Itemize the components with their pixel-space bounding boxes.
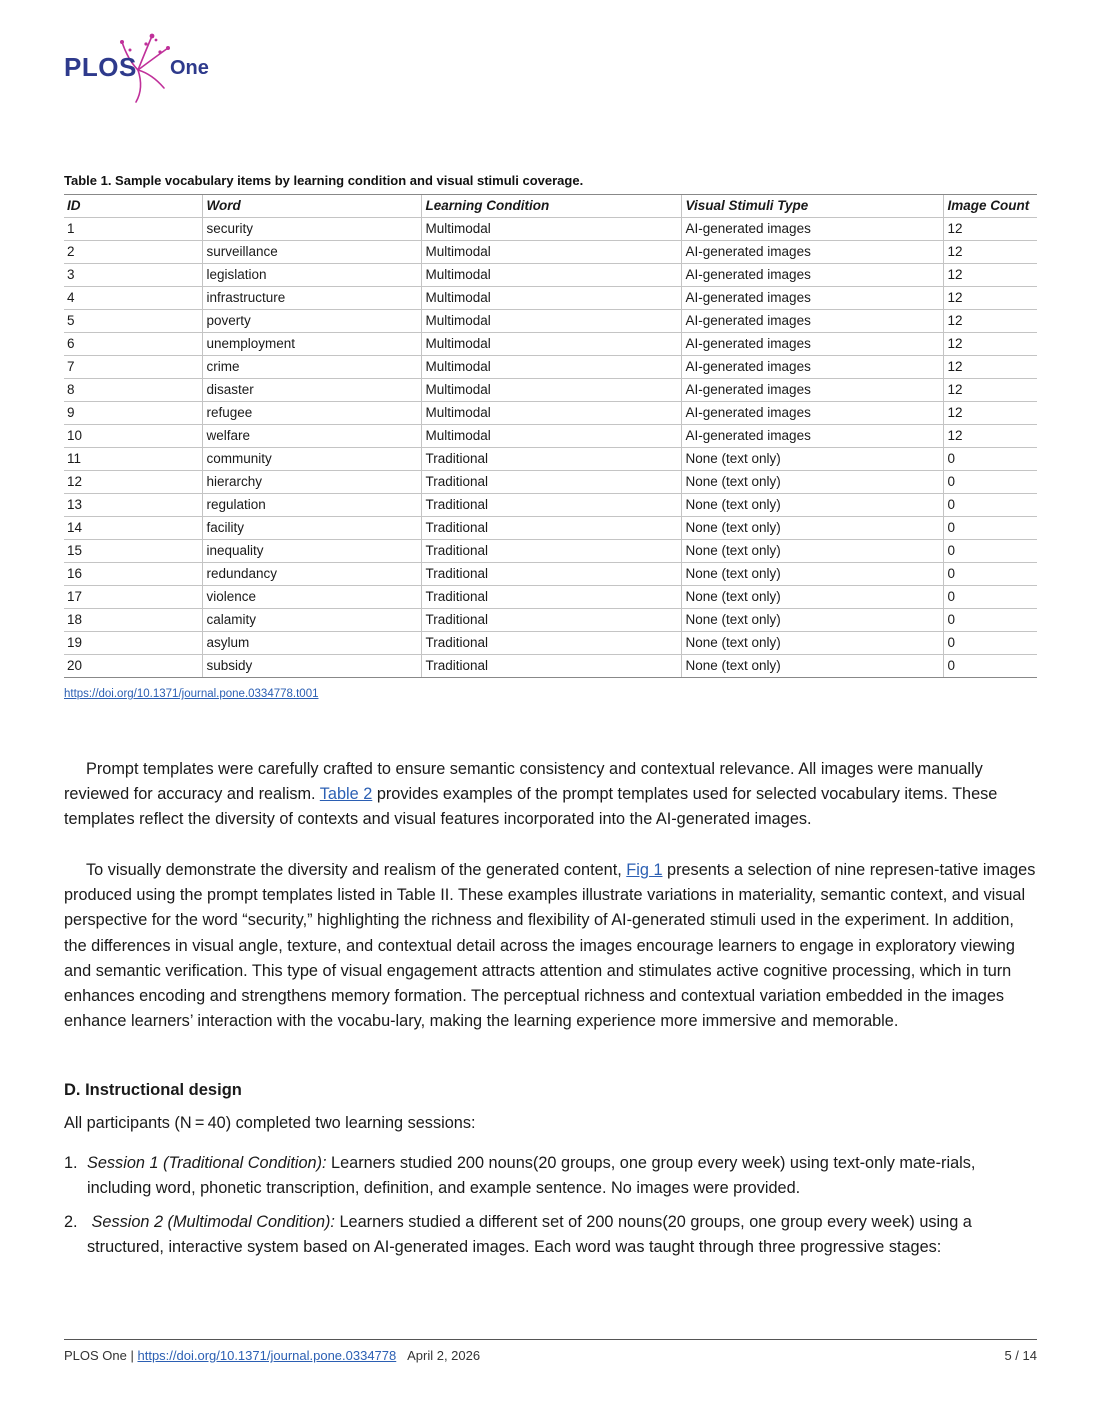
cell-visual-stimuli-type: None (text only): [681, 563, 943, 586]
cell-visual-stimuli-type: None (text only): [681, 448, 943, 471]
cell-visual-stimuli-type: AI-generated images: [681, 241, 943, 264]
table-row: [64, 632, 1037, 655]
table-row: [64, 471, 1037, 494]
cell-id: 1: [64, 218, 202, 241]
cell-learning-condition: Traditional: [421, 586, 681, 609]
cell-id: 8: [64, 379, 202, 402]
cell-learning-condition: Traditional: [421, 494, 681, 517]
cell-id: 20: [64, 655, 202, 678]
cell-image-count: 0: [943, 586, 1037, 609]
cell-id: 9: [64, 402, 202, 425]
cell-learning-condition: Traditional: [421, 448, 681, 471]
cell-word: community: [202, 448, 421, 471]
cell-word: regulation: [202, 494, 421, 517]
cell-image-count: 0: [943, 448, 1037, 471]
cell-image-count: 0: [943, 609, 1037, 632]
cell-visual-stimuli-type: AI-generated images: [681, 379, 943, 402]
cell-word: surveillance: [202, 241, 421, 264]
cell-word: poverty: [202, 310, 421, 333]
cell-id: 4: [64, 287, 202, 310]
cell-id: 10: [64, 425, 202, 448]
cell-image-count: 0: [943, 655, 1037, 678]
cell-image-count: 12: [943, 425, 1037, 448]
cell-visual-stimuli-type: AI-generated images: [681, 264, 943, 287]
table-row: [64, 425, 1037, 448]
table-header-row: [64, 195, 1037, 218]
header-learning-condition: Learning Condition: [421, 195, 681, 218]
table-row: [64, 655, 1037, 678]
list-item-text: Learners studied a different set of 200 nouns(20 groups, one group every week) using a structured, interactive system based on AI-generated images. Each word was taught through three progressive stages:: [87, 1213, 972, 1257]
cell-word: legislation: [202, 264, 421, 287]
cell-word: disaster: [202, 379, 421, 402]
cell-image-count: 12: [943, 333, 1037, 356]
cell-learning-condition: Multimodal: [421, 287, 681, 310]
cell-word: redundancy: [202, 563, 421, 586]
footer-doi-link[interactable]: https://doi.org/10.1371/journal.pone.0334778: [137, 1348, 397, 1363]
cell-learning-condition: Multimodal: [421, 402, 681, 425]
list-item-label: Session 1 (Traditional Condition):: [87, 1154, 327, 1172]
logo-one-text: One: [170, 57, 209, 79]
cell-learning-condition: Traditional: [421, 609, 681, 632]
cell-visual-stimuli-type: AI-generated images: [681, 425, 943, 448]
cell-learning-condition: Traditional: [421, 540, 681, 563]
cell-learning-condition: Traditional: [421, 655, 681, 678]
cell-visual-stimuli-type: None (text only): [681, 655, 943, 678]
cell-visual-stimuli-type: AI-generated images: [681, 310, 943, 333]
cell-id: 3: [64, 264, 202, 287]
table-row: [64, 379, 1037, 402]
table-row: [64, 333, 1037, 356]
cell-learning-condition: Multimodal: [421, 379, 681, 402]
plos-one-logo: [64, 30, 224, 108]
paragraph-visual-demonstration: [64, 858, 1039, 1034]
cell-image-count: 0: [943, 563, 1037, 586]
table-row: [64, 448, 1037, 471]
cell-learning-condition: Multimodal: [421, 241, 681, 264]
cell-learning-condition: Traditional: [421, 471, 681, 494]
logo-plos-text: PLOS: [64, 52, 137, 82]
cell-image-count: 12: [943, 241, 1037, 264]
header-word: Word: [202, 195, 421, 218]
cell-id: 6: [64, 333, 202, 356]
table-row: [64, 402, 1037, 425]
table-row: [64, 264, 1037, 287]
table-row: [64, 241, 1037, 264]
cell-visual-stimuli-type: None (text only): [681, 609, 943, 632]
cell-word: refugee: [202, 402, 421, 425]
paragraph-text: Prompt templates were carefully crafted to ensure semantic consistency and contextual relevance. All images were manually reviewed for accuracy and realism.: [64, 760, 983, 804]
cell-id: 18: [64, 609, 202, 632]
cell-id: 13: [64, 494, 202, 517]
cell-id: 5: [64, 310, 202, 333]
cell-word: hierarchy: [202, 471, 421, 494]
cell-id: 16: [64, 563, 202, 586]
cell-visual-stimuli-type: AI-generated images: [681, 402, 943, 425]
cell-visual-stimuli-type: None (text only): [681, 494, 943, 517]
section-heading: D. Instructional design: [64, 1081, 242, 1099]
cell-learning-condition: Multimodal: [421, 218, 681, 241]
cell-visual-stimuli-type: None (text only): [681, 632, 943, 655]
cell-visual-stimuli-type: None (text only): [681, 586, 943, 609]
table-doi-link[interactable]: https://doi.org/10.1371/journal.pone.0334778.t001: [64, 688, 319, 700]
table-row: [64, 310, 1037, 333]
cell-image-count: 12: [943, 310, 1037, 333]
cell-learning-condition: Multimodal: [421, 264, 681, 287]
cell-image-count: 12: [943, 356, 1037, 379]
cell-image-count: 12: [943, 264, 1037, 287]
cell-learning-condition: Traditional: [421, 517, 681, 540]
paragraph-prompt-templates: [64, 757, 1039, 833]
cell-id: 11: [64, 448, 202, 471]
cell-visual-stimuli-type: AI-generated images: [681, 287, 943, 310]
footer-divider: [64, 1339, 1037, 1340]
cell-image-count: 0: [943, 540, 1037, 563]
cell-learning-condition: Multimodal: [421, 333, 681, 356]
cell-id: 14: [64, 517, 202, 540]
cell-image-count: 0: [943, 494, 1037, 517]
cell-image-count: 12: [943, 379, 1037, 402]
cell-image-count: 12: [943, 218, 1037, 241]
footer-date: April 2, 2026: [407, 1348, 481, 1363]
cell-word: asylum: [202, 632, 421, 655]
cell-image-count: 0: [943, 632, 1037, 655]
table-row: [64, 609, 1037, 632]
cell-visual-stimuli-type: None (text only): [681, 517, 943, 540]
paragraph-text: To visually demonstrate the diversity and realism of the generated content,: [86, 861, 627, 879]
cell-word: subsidy: [202, 655, 421, 678]
table-2-link[interactable]: Table 2: [319, 785, 373, 804]
section-intro: All participants (N = 40) completed two learning sessions:: [64, 1114, 476, 1132]
cell-word: unemployment: [202, 333, 421, 356]
cell-visual-stimuli-type: None (text only): [681, 471, 943, 494]
cell-word: facility: [202, 517, 421, 540]
table-row: [64, 563, 1037, 586]
list-item-session-2: [64, 1210, 1039, 1260]
paragraph-text: presents a selection of nine represen-tative images produced using the prompt templates listed in Table II. These examples illustrate variations in materiality, semantic context, and visual perspective for the word “security,” highlighting the richness and flexibility of AI-generated stimuli used in the experiment. In addition, the differences in visual angle, texture, and contextual detail across the images encourage learners to engage in exploratory viewing and semantic verification. This type of visual engagement attracts attention and stimulates active cognitive processing, which in turn enhances encoding and strengthens memory formation. The perceptual richness and contextual variation embedded in the images enhance learners’ interaction with the vocabu-lary, making the learning experience more immersive and memorable.: [64, 861, 1036, 1031]
cell-visual-stimuli-type: None (text only): [681, 540, 943, 563]
header-visual-stimuli-type: Visual Stimuli Type: [681, 195, 943, 218]
cell-image-count: 0: [943, 517, 1037, 540]
cell-id: 2: [64, 241, 202, 264]
page-number: 5 / 14: [1004, 1348, 1037, 1363]
cell-visual-stimuli-type: AI-generated images: [681, 218, 943, 241]
cell-learning-condition: Multimodal: [421, 425, 681, 448]
cell-word: security: [202, 218, 421, 241]
table-row: [64, 218, 1037, 241]
cell-id: 12: [64, 471, 202, 494]
cell-id: 19: [64, 632, 202, 655]
table-row: [64, 494, 1037, 517]
cell-word: infrastructure: [202, 287, 421, 310]
cell-word: welfare: [202, 425, 421, 448]
header-image-count: Image Count: [943, 195, 1037, 218]
cell-word: calamity: [202, 609, 421, 632]
list-number: 1.: [64, 1154, 78, 1172]
page-footer: [64, 1348, 1037, 1363]
table-row: [64, 356, 1037, 379]
cell-image-count: 0: [943, 471, 1037, 494]
table-row: [64, 287, 1037, 310]
cell-image-count: 12: [943, 287, 1037, 310]
cell-learning-condition: Traditional: [421, 632, 681, 655]
table-row: [64, 540, 1037, 563]
cell-learning-condition: Traditional: [421, 563, 681, 586]
list-item-text: Learners studied 200 nouns(20 groups, one group every week) using text-only mate-rials, including word, phonetic transcription, definition, and example sentence. No images were provided.: [87, 1154, 976, 1198]
cell-learning-condition: Multimodal: [421, 356, 681, 379]
vocabulary-table: [64, 194, 1037, 678]
cell-learning-condition: Multimodal: [421, 310, 681, 333]
header-id: ID: [64, 195, 202, 218]
list-number: 2.: [64, 1213, 78, 1231]
footer-journal: PLOS One |: [64, 1348, 134, 1363]
fig-1-link[interactable]: Fig 1: [626, 861, 663, 879]
cell-visual-stimuli-type: AI-generated images: [681, 333, 943, 356]
paragraph-text: provides examples of the prompt templates used for selected vocabulary items. These templates reflect the diversity of contexts and visual features incorporated into the AI-generated images.: [64, 785, 998, 829]
list-item-session-1: [64, 1151, 1039, 1201]
cell-id: 15: [64, 540, 202, 563]
cell-image-count: 12: [943, 402, 1037, 425]
cell-word: violence: [202, 586, 421, 609]
cell-id: 7: [64, 356, 202, 379]
table-row: [64, 586, 1037, 609]
table-caption: Table 1. Sample vocabulary items by learning condition and visual stimuli coverage.: [64, 173, 584, 188]
table-row: [64, 517, 1037, 540]
list-item-label: Session 2 (Multimodal Condition):: [91, 1213, 335, 1231]
cell-visual-stimuli-type: AI-generated images: [681, 356, 943, 379]
cell-id: 17: [64, 586, 202, 609]
cell-word: inequality: [202, 540, 421, 563]
cell-word: crime: [202, 356, 421, 379]
